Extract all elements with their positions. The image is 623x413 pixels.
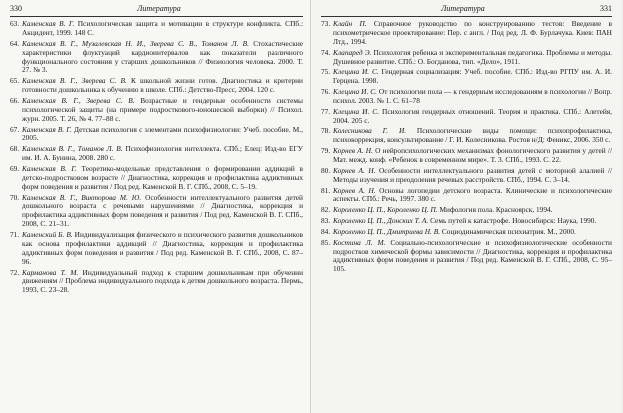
reference-number: 64. bbox=[10, 38, 20, 48]
reference-entry bbox=[321, 20, 612, 47]
reference-number: 85. bbox=[321, 237, 331, 247]
reference-number: 67. bbox=[10, 124, 20, 134]
right-header-title: Литература bbox=[441, 3, 485, 13]
reference-text bbox=[333, 217, 612, 226]
reference-text bbox=[333, 49, 612, 67]
reference-entry bbox=[10, 40, 303, 76]
reference-number: 73. bbox=[321, 19, 331, 28]
reference-details: Справочное руководство по конструированию тестов: Введение в психометрическое проектирование: Пер. с англ. / Под ред. Л. Ф. Бурлачука. Киев: ПАН Лтд., 1994. bbox=[333, 19, 612, 46]
reference-author: Клецина И. С. bbox=[333, 106, 380, 116]
reference-number: 80. bbox=[321, 165, 331, 175]
reference-details: От психологии пола — к гендерным исследованиям в психологии // Вопр. психол. 2003. № 1. С. 61–78 bbox=[333, 87, 612, 105]
reference-author: Корнев А. Н. bbox=[333, 146, 373, 156]
reference-entry bbox=[321, 228, 612, 237]
reference-details: Социально-психологические и психофизиологические особенности подростков химической формы зависимости // Диагностика, коррекция и профилактика аддиктивных форм поведения и развития / Под ред. Каменской В. Г. СПб., 2008, С. 95–105. bbox=[333, 237, 612, 274]
reference-author: Костина Л. М. bbox=[333, 237, 386, 247]
reference-entry bbox=[10, 77, 303, 95]
reference-author: Короленко Ц. П., Короленко Ц. П. bbox=[333, 205, 438, 215]
reference-number: 76. bbox=[321, 87, 331, 97]
reference-details: Стохастические характеристики флуктуаций кардиоинтервалов как показатели различного функционального состояния у старших дошкольников // Физиология человека. 2000. Т. 27. № 3. bbox=[22, 38, 304, 75]
left-reference-list bbox=[10, 20, 303, 295]
reference-details: Психологическая защита и мотивации в структуре конфликта. СПб.: Акцидент, 1999. 148 С. bbox=[22, 19, 303, 37]
reference-number: 70. bbox=[10, 192, 20, 202]
reference-details: Социодинамическая психиатрия. М., 2000. bbox=[440, 226, 576, 236]
reference-number: 66. bbox=[10, 95, 20, 105]
reference-author: Каменская В. Г., Зверева С. В. bbox=[22, 95, 135, 105]
reference-details: Психофизиология интеллекта. СПб.; Елец: Изд-во ЕГУ им. И. А. Бунина, 2008. 280 с. bbox=[22, 144, 303, 163]
reference-number: 72. bbox=[10, 267, 20, 277]
reference-text bbox=[22, 231, 303, 267]
right-page-number: 331 bbox=[600, 3, 612, 13]
reference-text bbox=[22, 194, 303, 230]
reference-number: 79. bbox=[321, 146, 331, 156]
reference-entry bbox=[10, 231, 303, 267]
reference-author: Клапаред Э. bbox=[333, 47, 372, 57]
reference-number: 74. bbox=[321, 47, 331, 57]
reference-details: Теоретико-модельные представления о формировании аддикций в детско-подростковом возрасте // Диагностика, коррекция и профилактика аддиктивных форм поведения и развития / Под ред. Каменской В. Г. СПб., 2008, С. 5–19. bbox=[22, 163, 303, 191]
reference-author: Корнев А. Н. bbox=[333, 165, 376, 175]
reference-author: Карманова Т. М. bbox=[22, 267, 79, 277]
reference-text bbox=[333, 88, 612, 106]
reference-text bbox=[22, 145, 303, 163]
reference-author: Каменская В. Г. bbox=[22, 124, 72, 134]
left-page bbox=[0, 0, 311, 413]
reference-author: Каменская В. Г., Викторова М. Ю. bbox=[22, 192, 142, 202]
reference-details: О нейропсихологических механизмах фонологического развития у детей // Мат. межд. конф. «Ребенок в современном мире». Т. 3. СПб., 1993. С. 22. bbox=[333, 146, 612, 165]
reference-text bbox=[333, 108, 612, 126]
reference-entry bbox=[321, 108, 612, 126]
reference-details: Психология гендерных отношений. Теория и практика. СПб.: Алетейя, 2004. 205 с. bbox=[333, 106, 612, 125]
left-header-title: Литература bbox=[137, 3, 181, 13]
reference-entry bbox=[321, 49, 612, 67]
reference-entry bbox=[10, 97, 303, 124]
reference-author: Колесникова Г. И. bbox=[333, 126, 407, 136]
reference-author: Каменская В. Г. bbox=[22, 163, 77, 173]
reference-author: Клайн П. bbox=[333, 19, 367, 28]
reference-author: Клецина И. С. bbox=[333, 67, 379, 77]
reference-text bbox=[333, 228, 612, 237]
reference-number: 83. bbox=[321, 216, 331, 226]
reference-entry bbox=[10, 145, 303, 163]
reference-text bbox=[333, 20, 612, 47]
reference-details: Гендерная социализация: Учеб. пособие. СПб.: Изд-во РГПУ им. А. И. Герцена. 1998. bbox=[333, 67, 612, 86]
reference-entry bbox=[10, 165, 303, 192]
reference-entry bbox=[321, 88, 612, 106]
reference-text bbox=[333, 68, 612, 86]
reference-details: Индивидуализация физического и психического развития дошкольников как основа профилактики аддикций // Диагностика, коррекция и профилактика аддиктивных форм поведения и развития / Под ред. Каменской В. Г. СПб., 2008, С. 87–96. bbox=[22, 230, 303, 266]
reference-number: 84. bbox=[321, 226, 331, 236]
reference-number: 71. bbox=[10, 230, 20, 240]
reference-entry bbox=[321, 167, 612, 185]
reference-text bbox=[333, 127, 612, 145]
reference-text bbox=[333, 239, 612, 275]
reference-details: Возрастные и гендерные особенности системы психологической защиты (на примере подросткового-юношеской выборки) // Психол. журн. 2005. Т. 26, № 4. 77–88 с. bbox=[22, 95, 303, 123]
reference-entry bbox=[321, 187, 612, 205]
reference-author: Каменская В. Г., Зверева С. В. bbox=[22, 76, 127, 86]
reference-text bbox=[22, 77, 303, 95]
reference-number: 69. bbox=[10, 163, 20, 173]
reference-details: Особенности интеллектуального развития детей дошкольного возраста с речевыми нарушениями // Диагностика, коррекция и профилактика аддиктивных форм поведения и развития / Под ред. Каменской В. Г. СПб., 2008, С. 21–31. bbox=[22, 192, 303, 229]
reference-details: Семь путей к катастрофе. Новосибирск: Наука, 1990. bbox=[428, 216, 597, 226]
reference-text bbox=[333, 206, 612, 215]
reference-entry bbox=[321, 127, 612, 145]
reference-entry bbox=[321, 206, 612, 215]
reference-text bbox=[22, 97, 303, 124]
reference-author: Каменская В. Г. bbox=[22, 19, 75, 28]
reference-number: 68. bbox=[10, 144, 20, 154]
reference-details: Основы логопедии детского возраста. Клинические и психологические аспекты. СПб.: Речь, 1997. 380 с. bbox=[333, 185, 612, 204]
reference-text bbox=[333, 147, 612, 165]
reference-author: Корнев А. Н. bbox=[333, 185, 376, 195]
reference-author: Короленко Ц. П., Донских Т. А. bbox=[333, 216, 429, 226]
reference-details: К школьной жизни готов. Диагностика и критерии готовности дошкольника к обучению в школе. СПб.: Детство-Пресс, 2004. 120 с. bbox=[22, 76, 303, 95]
reference-entry bbox=[321, 68, 612, 86]
reference-text bbox=[333, 167, 612, 185]
left-running-header bbox=[10, 0, 303, 17]
reference-text bbox=[333, 187, 612, 205]
reference-text bbox=[22, 165, 303, 192]
reference-number: 82. bbox=[321, 205, 331, 215]
reference-text bbox=[22, 269, 303, 296]
reference-entry bbox=[10, 126, 303, 144]
right-reference-list bbox=[321, 20, 612, 274]
reference-author: Каменская В. Г., Томанов Л. В. bbox=[22, 144, 123, 154]
reference-author: Клецина И. С. bbox=[333, 87, 377, 97]
reference-number: 78. bbox=[321, 126, 331, 136]
reference-number: 63. bbox=[10, 19, 20, 28]
reference-entry bbox=[321, 217, 612, 226]
reference-entry bbox=[10, 20, 303, 38]
reference-text bbox=[22, 20, 303, 38]
reference-number: 77. bbox=[321, 106, 331, 116]
reference-entry bbox=[321, 239, 612, 275]
reference-entry bbox=[10, 269, 303, 296]
reference-number: 81. bbox=[321, 185, 331, 195]
reference-text bbox=[22, 40, 303, 76]
reference-details: Мифология пола. Красноярск, 1994. bbox=[437, 205, 553, 215]
reference-author: Каменская В. Г., Музалевская Н. И., Зверева С. В., Томанов Л. В. bbox=[22, 38, 249, 48]
reference-number: 65. bbox=[10, 76, 20, 86]
reference-author: Каменский Б. В. bbox=[22, 230, 73, 240]
reference-details: Детская психология с элементами психофизиологии: Учеб. пособие. М., 2005. bbox=[22, 124, 303, 143]
reference-author: Короленко Ц. П., Дмитриева Н. В. bbox=[333, 226, 441, 236]
right-page bbox=[311, 0, 622, 413]
reference-entry bbox=[10, 194, 303, 230]
reference-details: Психологические виды помощи: психопрофилактика, психокоррекция, консультирование / Г. И. Колесникова. Ростов н/Д: Феникс, 2006. 350 с. bbox=[333, 126, 612, 145]
reference-text bbox=[22, 126, 303, 144]
reference-number: 75. bbox=[321, 67, 331, 77]
right-running-header bbox=[321, 0, 612, 17]
reference-details: Психология ребенка и экспериментальная педагогика. Проблемы и методы. Душевное развитие. СПб.: О. Богданова, тип. «Дело», 1911. bbox=[333, 47, 612, 66]
reference-entry bbox=[321, 147, 612, 165]
reference-details: Особенности интеллектуального развития детей с моторной алалией // Методы изучения и преодоления речевых расстройств. СПб., 1994. С. 3–14. bbox=[333, 165, 612, 184]
reference-details: Индивидуальный подход к старшим дошкольникам при обучении движениям // Проблема индивидуального подхода к детям дошкольного возраста. Пермь, 1993, С. 23–28. bbox=[22, 267, 304, 295]
left-page-number: 330 bbox=[10, 3, 22, 13]
